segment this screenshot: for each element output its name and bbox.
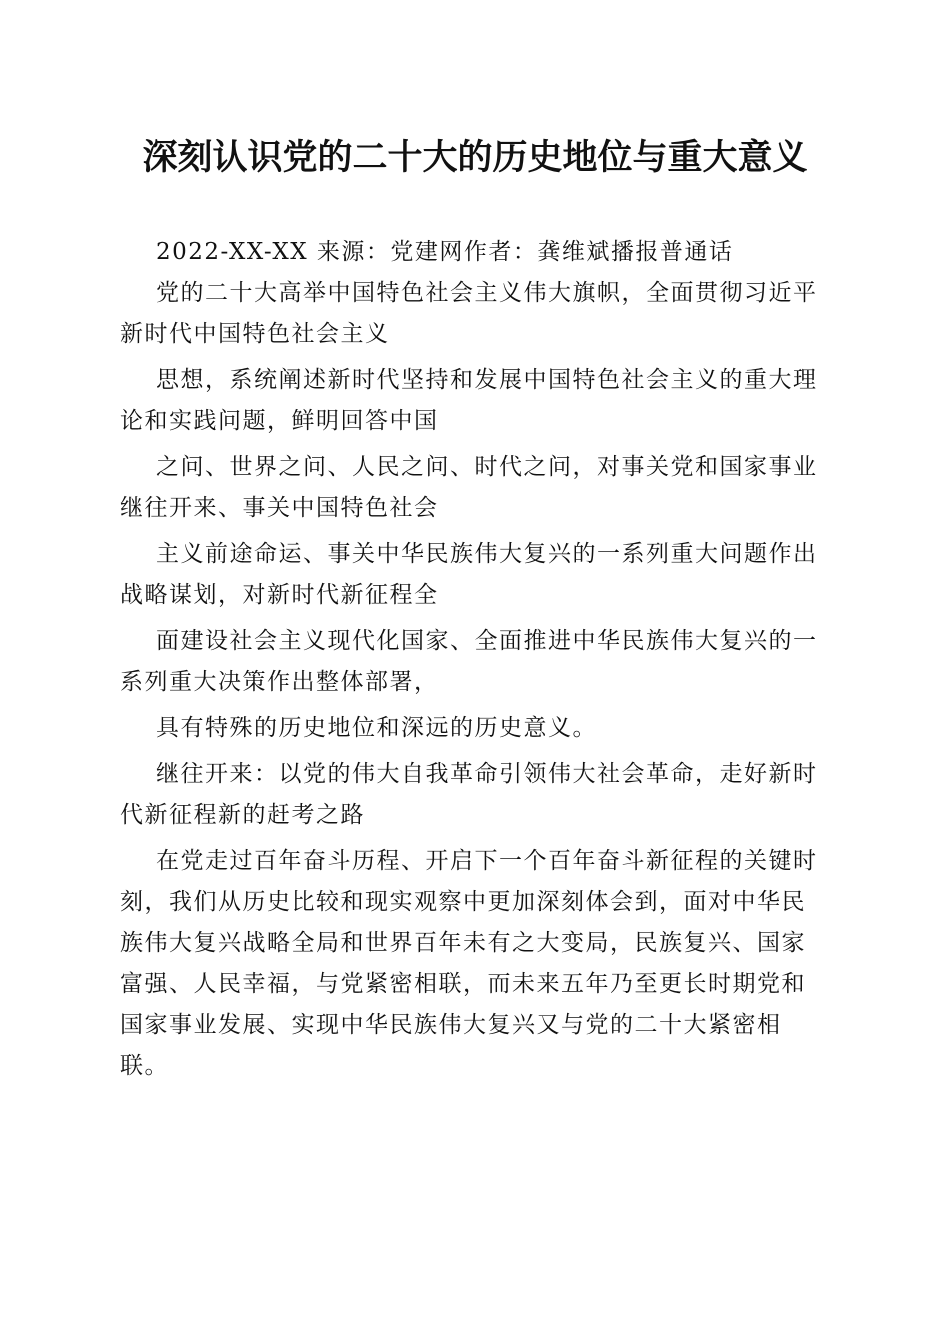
section-heading: 继往开来：以党的伟大自我革命引领伟大社会革命，走好新时代新征程新的赶考之路 <box>120 761 818 828</box>
paragraph: 面建设社会主义现代化国家、全面推进中华民族伟大复兴的一系列重大决策作出整体部署， <box>120 628 818 695</box>
paragraph: 党的二十大高举中国特色社会主义伟大旗帜，全面贯彻习近平新时代中国特色社会主义 <box>120 280 818 347</box>
paragraph: 主义前途命运、事关中华民族伟大复兴的一系列重大问题作出战略谋划，对新时代新征程全 <box>120 541 818 608</box>
paragraph: 之问、世界之问、人民之问、时代之问，对事关党和国家事业继往开来、事关中国特色社会 <box>120 454 818 521</box>
document-body <box>120 232 824 1087</box>
paragraph: 具有特殊的历史地位和深远的历史意义。 <box>156 715 597 741</box>
document-title: 深刻认识党的二十大的历史地位与重大意义 <box>142 137 808 178</box>
paragraph: 在党走过百年奋斗历程、开启下一个百年奋斗新征程的关键时刻，我们从历史比较和现实观察中更加深刻体会到，面对中华民族伟大复兴战略全局和世界百年未有之大变局，民族复兴、国家富强、人民幸福，与党紧密相联，而未来五年乃至更长时期党和国家事业发展、实现中华民族伟大复兴又与党的二十大紧密相联。 <box>120 848 818 1079</box>
meta-line: 2022-XX-XX 来源：党建网作者：龚维斌播报普通话 <box>156 239 734 265</box>
paragraph: 思想，系统阐述新时代坚持和发展中国特色社会主义的重大理论和实践问题，鲜明回答中国 <box>120 367 818 434</box>
